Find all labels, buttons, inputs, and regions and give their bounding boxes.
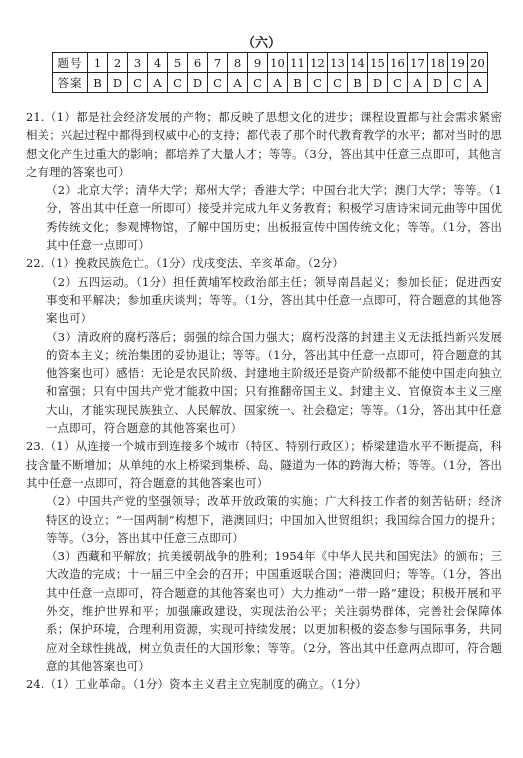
- question-number-cell: 14: [348, 53, 368, 73]
- row-label-question-number: 题号: [53, 53, 88, 73]
- answer-cell: D: [108, 73, 128, 93]
- answer-cell: A: [468, 73, 488, 93]
- answer-cell: A: [228, 73, 248, 93]
- answer-cell: C: [168, 73, 188, 93]
- question-number-cell: 6: [188, 53, 208, 73]
- question-number-cell: 8: [228, 53, 248, 73]
- question-number-cell: 5: [168, 53, 188, 73]
- question-number-row: [53, 53, 488, 73]
- question-number-cell: 12: [308, 53, 328, 73]
- answer-cell: B: [288, 73, 308, 93]
- question-number-cell: 20: [468, 53, 488, 73]
- question-number-cell: 3: [128, 53, 148, 73]
- question-number-cell: 15: [368, 53, 388, 73]
- answer-table: [52, 52, 488, 93]
- sub-answer-paragraph: （3）清政府的腐朽落后；弱强的综合国力强大；腐朽没落的封建主义无法抵挡新兴发展的资本主义；统治集团的妥协退让；等等。（1分，答出其中任意一点即可，符合题意的其他答案也可）感悟：无论是农民阶级、封建地主阶级还是资产阶级都不能使中国走向独立和富强；只有中国共产党才能救中国；只有推翻帝国主义、封建主义、官僚资本主义三座大山，才能实现民族独立、人民解放、国家统一、社会稳定；等等。（1分，答出其中任意一点即可，符合题意的其他答案也可）: [46, 329, 502, 436]
- sub-answer-paragraph: （2）五四运动。（1分）担任黄埔军校政治部主任；领导南昌起义；参加长征；促进西安事变和平解决；参加重庆谈判；等等。（1分，答出其中任意一点即可，符合题意的其他答案也可）: [46, 274, 502, 326]
- question-number-cell: 2: [108, 53, 128, 73]
- row-label-answer: 答案: [53, 73, 88, 93]
- answer-cell: A: [148, 73, 168, 93]
- answer-cell: B: [88, 73, 108, 93]
- question-number-cell: 13: [328, 53, 348, 73]
- answer-row: [53, 73, 488, 93]
- question-number-cell: 1: [88, 53, 108, 73]
- question-number-cell: 18: [428, 53, 448, 73]
- question-number-cell: 11: [288, 53, 308, 73]
- question-number-cell: 10: [268, 53, 288, 73]
- answer-cell: A: [268, 73, 288, 93]
- question-number-cell: 19: [448, 53, 468, 73]
- question-answer-paragraph: 23.（1）从连接一个城市到连接多个城市（特区、特别行政区）；桥梁建造水平不断提高，科技含量不断增加；从单纯的水上桥梁到集桥、岛、隧道为一体的跨海大桥；等等。（1分，答出其中任意一点即可，符合题意的其他答案也可）: [26, 439, 502, 490]
- sub-answer-paragraph: （2）中国共产党的坚强领导；改革开放政策的实施；广大科技工作者的刻苦钻研；经济特区的设立；“一国两制”构想下，港澳回归；中国加入世贸组织；我国综合国力的提升；等等。（3分，答出其中任意三点即可）: [46, 494, 502, 545]
- question-number-cell: 9: [248, 53, 268, 73]
- answer-cell: D: [368, 73, 388, 93]
- answer-cell: A: [408, 73, 428, 93]
- question-answer-paragraph: 22.（1）挽救民族危亡。（1分）戊戌变法、辛亥革命。（2分）: [26, 256, 344, 271]
- answer-cell: D: [428, 73, 448, 93]
- sub-answer-paragraph: （3）西藏和平解放；抗美援朝战争的胜利；1954年《中华人民共和国宪法》的颁布；三大改造的完成；十一届三中全会的召开；中国重返联合国；港澳回归；等等。（1分，答出其中任意一点即可，符合题意的其他答案也可）大力推动“一带一路”建设；积极开展和平外交，维护世界和平；加强廉政建设，实现法治公平；关注弱势群体，完善社会保障体系；保护环境，合理利用资源，实现可持续发展；以更加积极的姿态参与国际事务，共同应对全球性挑战，树立负责任的大国形象；等等。（2分，答出其中任意两点即可，符合题意的其他答案也可）: [46, 549, 502, 673]
- question-answer-paragraph: 24.（1）工业革命。（1分）资本主义君主立宪制度的确立。（1分）: [26, 677, 367, 692]
- question-answer-paragraph: 21.（1）都是社会经济发展的产物；都反映了思想文化的进步；课程设置都与社会需求紧密相关；兴起过程中都得到权威中心的支持；都代表了那个时代教育教学的水平；都对当时的思想文化产生过重大的影响；都培养了大量人才；等等。（3分，答出其中任意三点即可，其他言之有理的答案也可）: [26, 110, 502, 179]
- answer-cell: C: [128, 73, 148, 93]
- sub-answer-paragraph: （2）北京大学；清华大学；郑州大学；香港大学；中国台北大学；澳门大学；等等。（1分，答出其中任意一所即可）接受并完成九年义务教育；积极学习唐诗宋词元曲等中国优秀传统文化；参观博物馆，了解中国历史；出板报宣传中国传统文化；等等。（1分，答出其中任意一点即可）: [46, 183, 502, 253]
- answer-text-body: [26, 108, 502, 694]
- question-number-cell: 4: [148, 53, 168, 73]
- answer-cell: C: [208, 73, 228, 93]
- answer-cell: B: [348, 73, 368, 93]
- question-number-cell: 7: [208, 53, 228, 73]
- answer-cell: C: [248, 73, 268, 93]
- answer-cell: C: [388, 73, 408, 93]
- answer-cell: D: [188, 73, 208, 93]
- answer-cell: C: [328, 73, 348, 93]
- question-number-cell: 16: [388, 53, 408, 73]
- answer-cell: C: [448, 73, 468, 93]
- answer-cell: C: [308, 73, 328, 93]
- page-heading: （六）: [241, 36, 281, 51]
- question-number-cell: 17: [408, 53, 428, 73]
